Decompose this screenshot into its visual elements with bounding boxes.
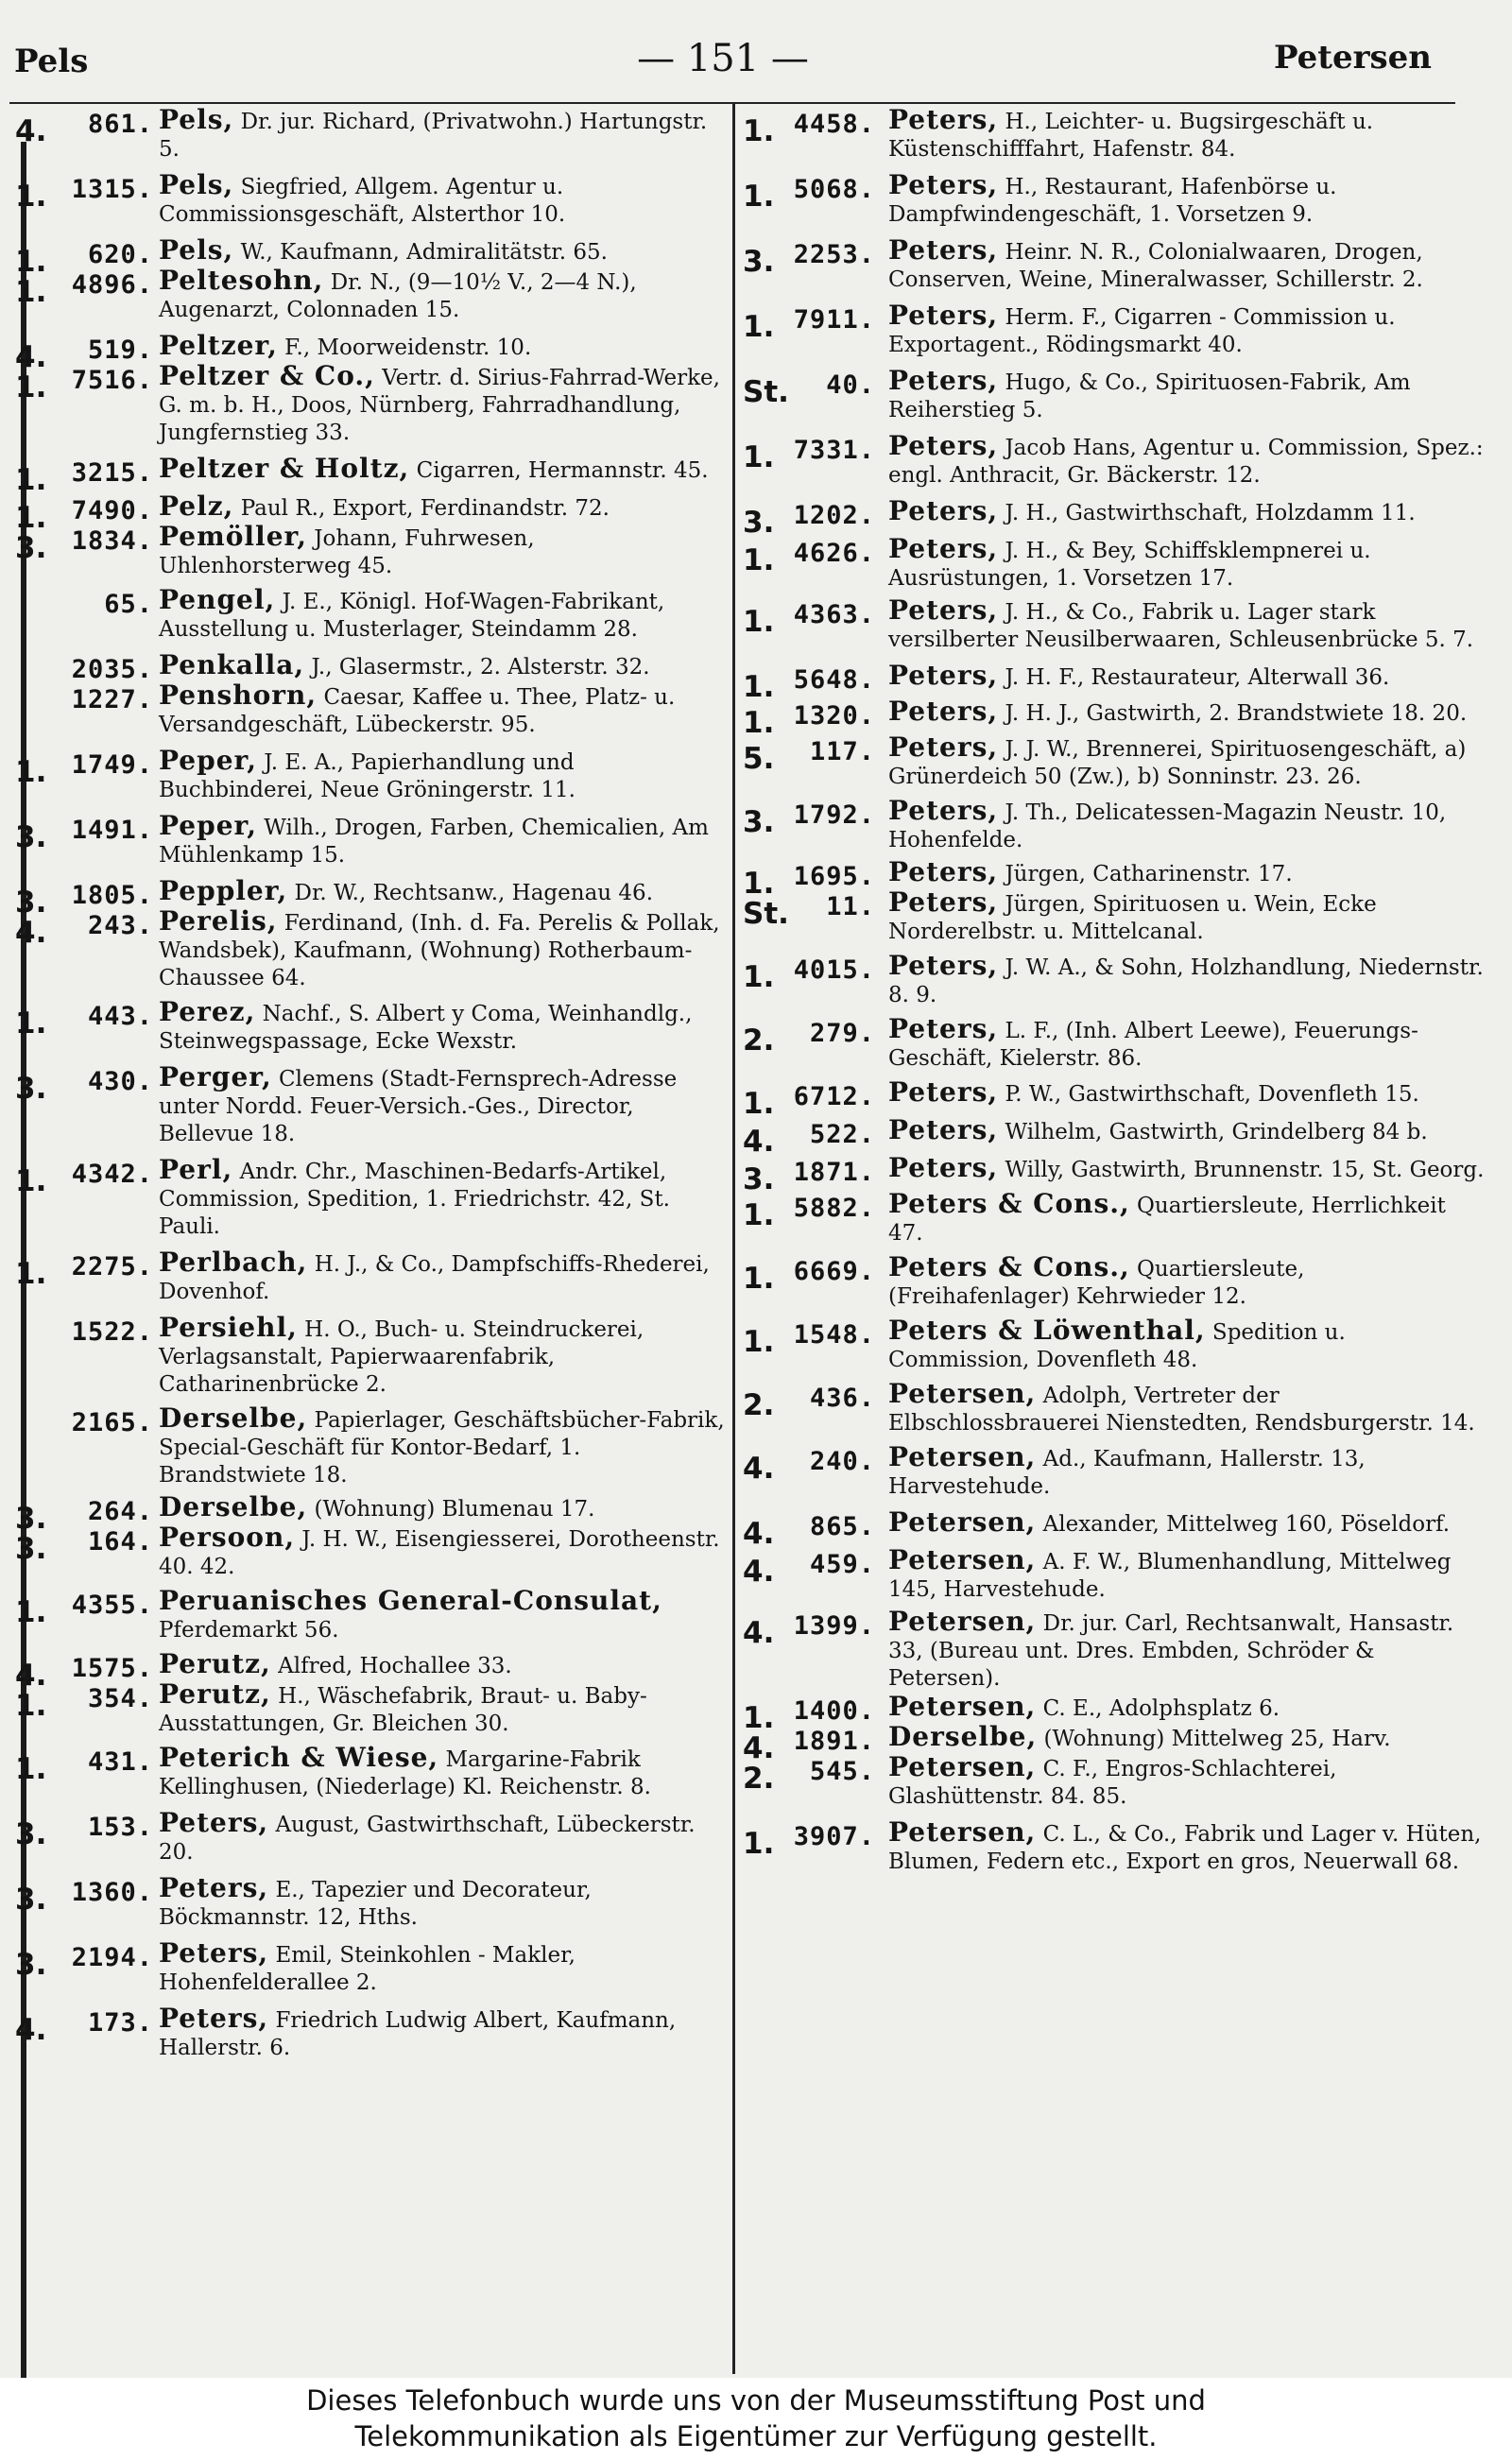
exchange-district: 1. xyxy=(15,755,47,789)
directory-entry xyxy=(9,106,728,163)
directory-entry xyxy=(739,596,1486,654)
entry-text: Derselbe, (Wohnung) Blumenau 17. xyxy=(159,1491,595,1522)
entry-text: Peltesohn, Dr. N., (9—10½ V., 2—4 N.), Augenarzt, Colonnaden 15. xyxy=(159,265,637,322)
telephone-number: 164. xyxy=(87,1527,153,1557)
telephone-number: 436. xyxy=(809,1384,875,1413)
entry-text: Petersen, C. E., Adolphsplatz 6. xyxy=(888,1691,1280,1722)
directory-entry xyxy=(739,1190,1486,1247)
entry-text: Peters, Friedrich Ludwig Albert, Kaufmann, Hallerstr. 6. xyxy=(159,2003,677,2060)
telephone-number: 1400. xyxy=(793,1696,875,1726)
header-first-entry: Pels xyxy=(14,43,89,80)
exchange-district: 4. xyxy=(15,916,47,950)
directory-entry xyxy=(739,1253,1486,1311)
exchange-district: 3. xyxy=(15,886,47,920)
entry-text: Peters, H., Restaurant, Hafenbörse u. Dampfwindengeschäft, 1. Vorsetzen 9. xyxy=(888,169,1337,227)
entry-text: Peltzer & Co., Vertr. d. Sirius-Fahrrad-Werke, G. m. b. H., Doos, Nürnberg, Fahrradhandlung, Jungfernstieg 33. xyxy=(159,360,720,445)
directory-entry xyxy=(9,1063,728,1148)
directory-entry xyxy=(739,236,1486,294)
entry-text: Pelz, Paul R., Export, Ferdinandstr. 72. xyxy=(159,490,610,522)
directory-entry xyxy=(9,362,728,447)
telephone-number: 620. xyxy=(87,240,153,269)
telephone-number: 522. xyxy=(809,1120,875,1149)
entry-text: Peters, Jacob Hans, Agentur u. Commission, Spez.: engl. Anthracit, Gr. Bäckerstr. 12. xyxy=(888,430,1484,488)
exchange-district: 1. xyxy=(743,543,775,577)
entry-text: Peters, Willy, Gastwirth, Brunnenstr. 15, St. Georg. xyxy=(888,1152,1485,1183)
directory-entry xyxy=(9,1744,728,1801)
exchange-district: 1. xyxy=(743,960,775,994)
entry-text: Peper, J. E. A., Papierhandlung und Buchbinderei, Neue Gröningerstr. 11. xyxy=(159,745,576,802)
exchange-district: St. xyxy=(743,375,789,409)
directory-entry xyxy=(739,952,1486,1009)
exchange-district: 4. xyxy=(743,1616,775,1650)
entry-text: Peters, J. Th., Delicatessen-Magazin Neustr. 10, Hohenfelde. xyxy=(888,795,1447,852)
exchange-district: 3. xyxy=(743,245,775,279)
directory-entry xyxy=(9,330,728,374)
directory-entry xyxy=(9,1587,728,1644)
telephone-number: 4355. xyxy=(71,1591,153,1620)
directory-entry xyxy=(739,495,1486,540)
telephone-number: 240. xyxy=(809,1447,875,1476)
telephone-number: 1575. xyxy=(71,1654,153,1683)
entry-text: Perlbach, H. J., & Co., Dampfschiffs-Rhederei, Dovenhof. xyxy=(159,1247,710,1304)
directory-entry xyxy=(9,267,728,324)
telephone-number: 243. xyxy=(87,911,153,940)
directory-entry xyxy=(739,1506,1486,1551)
telephone-number: 1805. xyxy=(71,881,153,910)
exchange-district: 1. xyxy=(15,501,47,535)
entry-text: Penshorn, Caesar, Kaffee u. Thee, Platz- u. Versandgeschäft, Lübeckerstr. 95. xyxy=(159,680,676,737)
exchange-district: 2. xyxy=(743,1388,775,1422)
entry-text: Peters & Cons., Quartiersleute, Herrlichkeit 47. xyxy=(888,1188,1446,1246)
telephone-number: 4626. xyxy=(793,539,875,568)
exchange-district: 1. xyxy=(15,275,47,309)
entry-text: Petersen, Alexander, Mittelweg 160, Pöseldorf. xyxy=(888,1506,1451,1538)
directory-entry xyxy=(9,1809,728,1867)
directory-entry xyxy=(739,1316,1486,1374)
directory-entry xyxy=(739,1546,1486,1604)
page-number: — 151 — xyxy=(637,37,809,80)
directory-entry xyxy=(739,1114,1486,1159)
telephone-number: 1320. xyxy=(793,701,875,731)
directory-entry xyxy=(9,2004,728,2062)
exchange-district: 1. xyxy=(743,1701,775,1735)
entry-text: Peters, P. W., Gastwirthschaft, Dovenfleth 15. xyxy=(888,1076,1419,1108)
telephone-number: 354. xyxy=(87,1684,153,1713)
telephone-number: 2275. xyxy=(71,1252,153,1282)
entry-text: Pels, W., Kaufmann, Admiralitätstr. 65. xyxy=(159,234,608,266)
entry-text: Peters, J. W. A., & Sohn, Holzhandlung, Niedernstr. 8. 9. xyxy=(888,950,1484,1007)
exchange-district: 3. xyxy=(15,1532,47,1566)
exchange-district: 1. xyxy=(743,605,775,639)
entry-text: Peters, J. H., & Bey, Schiffsklempnerei u. Ausrüstungen, 1. Vorsetzen 17. xyxy=(888,533,1371,591)
exchange-district: 1. xyxy=(15,370,47,404)
entry-text: Penkalla, J., Glasermstr., 2. Alsterstr. 32. xyxy=(159,649,650,680)
directory-entry xyxy=(9,1680,728,1738)
entry-text: Persoon, J. H. W., Eisengiesserei, Dorotheenstr. 40. 42. xyxy=(159,1522,720,1579)
telephone-number: 7490. xyxy=(71,496,153,525)
entry-text: Peters, Jürgen, Spirituosen u. Wein, Ecke Norderelbstr. u. Mittelcanal. xyxy=(888,886,1377,944)
header-last-entry: Petersen xyxy=(1273,39,1432,77)
exchange-district: 3. xyxy=(15,1817,47,1851)
directory-entry xyxy=(9,1523,728,1581)
entry-text: Peters, J. H. J., Gastwirth, 2. Brandstwiete 18. 20. xyxy=(888,696,1468,727)
telephone-number: 4363. xyxy=(793,600,875,629)
directory-entry xyxy=(9,747,728,804)
exchange-district: 3. xyxy=(15,1502,47,1536)
telephone-number: 4015. xyxy=(793,955,875,985)
telephone-number: 40. xyxy=(826,370,875,400)
exchange-district: 2. xyxy=(743,1024,775,1058)
exchange-district: 4. xyxy=(743,1452,775,1486)
entry-text: Peters & Löwenthal, Spedition u. Commission, Dovenfleth 48. xyxy=(888,1315,1346,1372)
exchange-district: 4. xyxy=(743,1555,775,1589)
telephone-number: 264. xyxy=(87,1497,153,1526)
exchange-district: 1. xyxy=(743,1198,775,1232)
telephone-number: 4342. xyxy=(71,1160,153,1189)
exchange-district: 2. xyxy=(743,1762,775,1796)
exchange-district: 1. xyxy=(743,114,775,148)
footer-line-1: Dieses Telefonbuch wurde uns von der Museumsstiftung Post und xyxy=(306,2384,1206,2417)
telephone-number: 3215. xyxy=(71,458,153,488)
directory-entry xyxy=(9,1648,728,1693)
directory-entry xyxy=(9,171,728,229)
page-header xyxy=(14,33,1432,80)
exchange-district: 1. xyxy=(15,1257,47,1291)
telephone-number: 7516. xyxy=(71,366,153,395)
exchange-district: 1. xyxy=(743,1087,775,1121)
entry-text: Peltzer & Holtz, Cigarren, Hermannstr. 45. xyxy=(159,453,709,484)
telephone-number: 2194. xyxy=(71,1943,153,1972)
exchange-district: 1. xyxy=(743,670,775,704)
directory-entry xyxy=(739,1818,1486,1876)
directory-entry xyxy=(9,1939,728,1997)
directory-entry xyxy=(739,696,1486,740)
directory-entry xyxy=(9,1874,728,1932)
telephone-number: 861. xyxy=(87,110,153,139)
entry-text: Peters, Hugo, & Co., Spirituosen-Fabrik, Am Reiherstieg 5. xyxy=(888,365,1411,422)
directory-entry xyxy=(739,432,1486,490)
entry-text: Peters, J. H. F., Restaurateur, Alterwall 36. xyxy=(888,660,1390,691)
exchange-district: 3. xyxy=(15,1072,47,1106)
telephone-number: 5068. xyxy=(793,175,875,204)
telephone-number: 7331. xyxy=(793,436,875,465)
telephone-number: 4458. xyxy=(793,110,875,139)
entry-text: Pemöller, Johann, Fuhrwesen, Uhlenhorsterweg 45. xyxy=(159,521,535,578)
footer-notice xyxy=(0,2378,1512,2460)
entry-text: Perl, Andr. Chr., Maschinen-Bedarfs-Artikel, Commission, Spedition, 1. Friedrichstr. 42, St. Pauli. xyxy=(159,1154,670,1239)
telephone-number: 4896. xyxy=(71,270,153,300)
directory-entry xyxy=(739,171,1486,229)
entry-text: Peters, Wilhelm, Gastwirth, Grindelberg 84 b. xyxy=(888,1114,1428,1145)
telephone-number: 443. xyxy=(87,1002,153,1031)
telephone-number: 173. xyxy=(87,2008,153,2038)
telephone-number: 153. xyxy=(87,1813,153,1842)
entry-text: Peters, Emil, Steinkohlen - Makler, Hohenfelderallee 2. xyxy=(159,1937,576,1995)
directory-entry xyxy=(739,1152,1486,1196)
directory-entry xyxy=(739,1015,1486,1073)
entry-text: Peters, Jürgen, Catharinenstr. 17. xyxy=(888,856,1293,887)
telephone-number: 1522. xyxy=(71,1317,153,1347)
entry-text: Peters, E., Tapezier und Decorateur, Böckmannstr. 12, Hths. xyxy=(159,1872,592,1930)
exchange-district: 3. xyxy=(743,1162,775,1196)
footer-line-2: Telekommunikation als Eigentümer zur Verfügung gestellt. xyxy=(354,2420,1158,2452)
column-divider xyxy=(732,102,735,2374)
entry-text: Peppler, Dr. W., Rechtsanw., Hagenau 46. xyxy=(159,875,653,906)
entry-text: Petersen, C. F., Engros-Schlachterei, Glashüttenstr. 84. 85. xyxy=(888,1751,1337,1809)
entry-text: Peters & Cons., Quartiersleute, (Freihafenlager) Kehrwieder 12. xyxy=(888,1251,1305,1309)
directory-entry xyxy=(739,733,1486,791)
telephone-number: 6712. xyxy=(793,1082,875,1111)
exchange-district: 3. xyxy=(15,1948,47,1982)
telephone-number: 279. xyxy=(809,1019,875,1048)
exchange-district: 1. xyxy=(743,706,775,740)
exchange-district: 1. xyxy=(15,1164,47,1198)
telephone-number: 2165. xyxy=(71,1408,153,1437)
entry-text: Peltzer, F., Moorweidenstr. 10. xyxy=(159,330,532,361)
directory-entry xyxy=(9,523,728,580)
telephone-number: 6669. xyxy=(793,1257,875,1286)
telephone-number: 3907. xyxy=(793,1822,875,1851)
telephone-number: 1227. xyxy=(71,685,153,714)
exchange-district: 4. xyxy=(743,1125,775,1159)
exchange-district: 1. xyxy=(15,180,47,214)
entry-text: Pels, Dr. jur. Richard, (Privatwohn.) Hartungstr. 5. xyxy=(159,104,708,162)
entry-text: Peterich & Wiese, Margarine-Fabrik Kellinghusen, (Niederlage) Kl. Reichenstr. 8. xyxy=(159,1742,651,1799)
telephone-number: 459. xyxy=(809,1550,875,1579)
directory-entry xyxy=(739,1608,1486,1693)
telephone-number: 1548. xyxy=(793,1320,875,1350)
exchange-district: St. xyxy=(743,897,789,931)
directory-entry xyxy=(9,1248,728,1306)
directory-entry xyxy=(739,1076,1486,1121)
entry-text: Peters, J. J. W., Brennerei, Spirituosengeschäft, a) Grünerdeich 50 (Zw.), b) Sonninstr. 23. 26. xyxy=(888,731,1467,789)
directory-entry xyxy=(9,1314,728,1399)
entry-text: Perger, Clemens (Stadt-Fernsprech-Adresse unter Nordd. Feuer-Versich.-Ges., Director, Bellevue 18. xyxy=(159,1061,678,1146)
exchange-district: 3. xyxy=(15,820,47,854)
telephone-number: 1315. xyxy=(71,175,153,204)
directory-entry xyxy=(9,649,728,684)
exchange-district: 4. xyxy=(15,340,47,374)
exchange-district: 1. xyxy=(743,310,775,344)
entry-text: Peters, Herm. F., Cigarren - Commission u. Exportagent., Rödingsmarkt 40. xyxy=(888,300,1396,357)
telephone-number: 5882. xyxy=(793,1194,875,1223)
directory-entry xyxy=(739,367,1486,424)
exchange-district: 1. xyxy=(743,1262,775,1296)
exchange-district: 1. xyxy=(743,1325,775,1359)
directory-entry xyxy=(9,907,728,992)
entry-text: Peters, Heinr. N. R., Colonialwaaren, Drogen, Conserven, Weine, Mineralwasser, Schillerstr. 2. xyxy=(888,234,1423,292)
exchange-district: 3. xyxy=(15,1883,47,1917)
telephone-number: 865. xyxy=(809,1512,875,1541)
exchange-district: 3. xyxy=(743,506,775,540)
directory-entry xyxy=(9,234,728,279)
telephone-number: 1792. xyxy=(793,800,875,830)
directory-entry xyxy=(739,1753,1486,1811)
entry-text: Petersen, Adolph, Vertreter der Elbschlossbrauerei Nienstedten, Rendsburgerstr. 14. xyxy=(888,1378,1475,1436)
directory-entry xyxy=(739,301,1486,359)
entry-text: Derselbe, (Wohnung) Mittelweg 25, Harv. xyxy=(888,1721,1391,1752)
telephone-number: 1399. xyxy=(793,1611,875,1641)
telephone-number: 2035. xyxy=(71,655,153,684)
directory-entry xyxy=(739,1380,1486,1437)
telephone-number: 545. xyxy=(809,1757,875,1786)
telephone-number: 7911. xyxy=(793,305,875,335)
entry-text: Persiehl, H. O., Buch- u. Steindruckerei, Verlagsanstalt, Papierwaarenfabrik, Catharinenbrücke 2. xyxy=(159,1312,644,1397)
telephone-number: 1695. xyxy=(793,862,875,891)
exchange-district: 4. xyxy=(743,1517,775,1551)
directory-entry xyxy=(9,998,728,1056)
entry-text: Peters, J. H., Gastwirthschaft, Holzdamm 11. xyxy=(888,495,1416,526)
directory-entry xyxy=(9,1491,728,1536)
exchange-district: 4. xyxy=(15,114,47,148)
exchange-district: 1. xyxy=(743,180,775,214)
telephone-number: 1360. xyxy=(71,1878,153,1907)
exchange-district: 1. xyxy=(743,440,775,474)
entry-text: Perelis, Ferdinand, (Inh. d. Fa. Perelis & Pollak, Wandsbek), Kaufmann, (Wohnung) Rotherbaum-Chaussee 64. xyxy=(159,905,720,990)
telephone-number: 1491. xyxy=(71,816,153,845)
right-column xyxy=(739,106,1486,1876)
telephone-number: 1202. xyxy=(793,501,875,530)
entry-text: Peruanisches General-Consulat, Pferdemarkt 56. xyxy=(159,1585,662,1643)
telephone-number: 11. xyxy=(826,892,875,921)
telephone-number: 65. xyxy=(104,590,153,619)
entry-text: Petersen, Ad., Kaufmann, Hallerstr. 13, Harvestehude. xyxy=(888,1441,1366,1499)
left-column xyxy=(9,106,728,2062)
entry-text: Perutz, Alfred, Hochallee 33. xyxy=(159,1648,512,1679)
entry-text: Perutz, H., Wäschefabrik, Braut- u. Baby-Ausstattungen, Gr. Bleichen 30. xyxy=(159,1678,647,1736)
directory-entry xyxy=(9,490,728,535)
telephone-number: 5648. xyxy=(793,665,875,695)
exchange-district: 4. xyxy=(15,1659,47,1693)
entry-text: Peters, August, Gastwirthschaft, Lübeckerstr. 20. xyxy=(159,1807,696,1865)
exchange-district: 1. xyxy=(15,245,47,279)
directory-entry xyxy=(739,856,1486,901)
telephone-number: 1749. xyxy=(71,750,153,780)
entry-text: Derselbe, Papierlager, Geschäftsbücher-Fabrik, Special-Geschäft für Kontor-Bedarf, 1. Brandstwiete 18. xyxy=(159,1402,725,1488)
directory-entry xyxy=(739,1721,1486,1765)
telephone-number: 430. xyxy=(87,1067,153,1096)
directory-entry xyxy=(9,586,728,644)
exchange-district: 3. xyxy=(15,531,47,565)
exchange-district: 3. xyxy=(743,805,775,839)
entry-text: Peters, J. H., & Co., Fabrik u. Lager stark versilberter Neusilberwaaren, Schleusenbrücke 5. 7. xyxy=(888,594,1474,652)
telephone-number: 1891. xyxy=(793,1727,875,1756)
directory-entry xyxy=(9,1404,728,1489)
telephone-number: 1871. xyxy=(793,1158,875,1187)
telephone-number: 1834. xyxy=(71,526,153,556)
exchange-district: 4. xyxy=(15,2013,47,2047)
directory-entry xyxy=(9,681,728,739)
entry-text: Peters, L. F., (Inh. Albert Leewe), Feuerungs-Geschäft, Kielerstr. 86. xyxy=(888,1013,1418,1071)
entry-text: Petersen, C. L., & Co., Fabrik und Lager v. Hüten, Blumen, Federn etc., Export en gros, Neuerwall 68. xyxy=(888,1816,1482,1874)
telephone-number: 117. xyxy=(809,737,875,766)
directory-entry xyxy=(739,106,1486,163)
directory-entry xyxy=(9,812,728,869)
telephone-number: 2253. xyxy=(793,240,875,269)
telephone-number: 431. xyxy=(87,1747,153,1777)
directory-entry xyxy=(739,660,1486,704)
exchange-district: 1. xyxy=(15,1689,47,1723)
entry-text: Peters, H., Leichter- u. Bugsirgeschäft u. Küstenschifffahrt, Hafenstr. 84. xyxy=(888,104,1374,162)
entry-text: Perez, Nachf., S. Albert y Coma, Weinhandlg., Steinwegspassage, Ecke Wexstr. xyxy=(159,996,693,1054)
directory-entry xyxy=(9,453,728,497)
directory-entry xyxy=(739,797,1486,854)
exchange-district: 1. xyxy=(743,1827,775,1861)
entry-text: Petersen, A. F. W., Blumenhandlung, Mittelweg 145, Harvestehude. xyxy=(888,1544,1452,1602)
entry-text: Pels, Siegfried, Allgem. Agentur u. Commissionsgeschäft, Alsterthor 10. xyxy=(159,169,566,227)
exchange-district: 1. xyxy=(15,463,47,497)
directory-entry xyxy=(739,1691,1486,1735)
directory-entry xyxy=(739,535,1486,593)
entry-text: Peper, Wilh., Drogen, Farben, Chemicalien, Am Mühlenkamp 15. xyxy=(159,810,709,868)
exchange-district: 1. xyxy=(743,867,775,901)
entry-text: Petersen, Dr. jur. Carl, Rechtsanwalt, Hansastr. 33, (Bureau unt. Dres. Embden, Schröder & Petersen). xyxy=(888,1606,1454,1691)
exchange-district: 5. xyxy=(743,742,775,776)
directory-entry xyxy=(739,1443,1486,1501)
exchange-district: 4. xyxy=(743,1731,775,1765)
exchange-district: 1. xyxy=(15,1595,47,1629)
telephone-number: 519. xyxy=(87,335,153,365)
exchange-district: 1. xyxy=(15,1752,47,1786)
directory-entry xyxy=(739,888,1486,946)
exchange-district: 1. xyxy=(15,1006,47,1041)
entry-text: Pengel, J. E., Königl. Hof-Wagen-Fabrikant, Ausstellung u. Musterlager, Steindamm 28. xyxy=(159,584,665,642)
directory-entry xyxy=(9,875,728,920)
directory-entry xyxy=(9,1156,728,1241)
